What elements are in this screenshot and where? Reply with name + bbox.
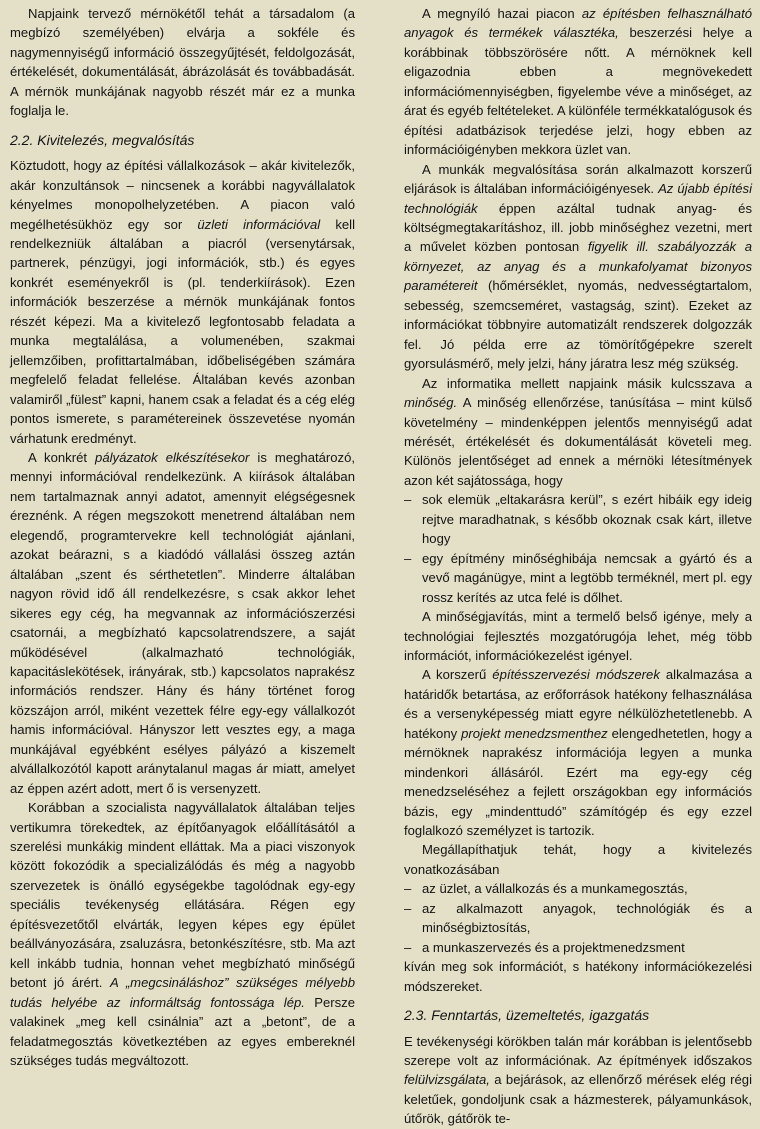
list-item: – sok elemük „eltakarásra kerül”, s ezért hibáik egy ideig rejtve maradhatnak, s később okoznak csak kárt, illetve hogy bbox=[404, 492, 752, 547]
paragraph: Korábban a szocialista nagyvállalatok általában teljes vertikumra törekedtek, az építőanyagok előállításától a szerelési munkákig mindent elláttak. Ma a piaci viszonyok között fokozódik a specializálódás és még a nagyobb szervezetek is önálló egységekbe tagolódnak egy-egy speciális tevékenység ellátására. Régen egy építésvezetőtől elvárták, legyen képes egy épület beállványozására, zsaluzásra, betonkészítésre, stb. Ma azt kell inkább tudnia, honnan vehet megbízható minőségű betont jó árért. A „megcsináláshoz” szükséges mélyebb tudás helyébe az informáltság fontossága lép. Persze valakinek „meg kell csinálnia” azt a „betont”, de a feladatmegosztás következtében az egyes embereknél szükséges tudás megváltozott. bbox=[10, 800, 355, 1069]
emphasis: felülvizsgálata, bbox=[404, 1072, 490, 1088]
paragraph: Köztudott, hogy az építési vállalkozások – akár kivitelezők, akár konzultánsok – nincsenek a korábbi nagyvállalatok kényelmes monopolhelyzetében. A piacon való megélhetésükhöz egy sor üzleti információval kell rendelkezniük általában a piacról (versenytársak, partnerek, pénzügyi, jogi információk, stb.) és egyes konkrét eseményekről is (pl. tenderkiírások). Ezen információk beszerzése a mérnök munkájának fontos részét képezi. Ma a kivitelező legfontosabb feladata a munka megtalálása, a volumenében, szakmai jellemzőiben, profittartalmában, időbeliségében számára megfelelő feladat fellelése. Általában kevés azonban valamiről „fülest” kapni, hanem csak a feladat és a cég elég pontos ismerete, s paramétereinek összevetése nyomán várhatunk eredményt. bbox=[10, 158, 355, 446]
paragraph: Megállapíthatjuk tehát, hogy a kivitelezés vonatkozásában bbox=[404, 842, 752, 877]
emphasis: figyelik ill. szabályozzák a környezet, az anyag és a munkafolyamat bizonyos paramétereit bbox=[404, 239, 753, 294]
paragraph: Az informatika mellett napjaink másik kulcsszava a minőség. A minőség ellenőrzése, tanúsítása – mint külső követelmény – mindenképpen jelentős mennyiségű adat mérését, értékelését és dokumentálását követeli meg. Különös jelentőséget ad ennek a mérnöki létesítmények azon két sajátossága, hogy bbox=[404, 375, 752, 488]
paragraph: A megnyíló hazai piacon az építésben felhasználható anyagok és termékek választéka, beszerzési helye a korábbinak többszörösére nőtt. A mérnöknek kell eligazodnia ebben a megnövekedett információmennyiségben, figyelembe véve a minőséget, az árat és egyéb feltételeket. A különféle termékkatalógusok és építési adatbázisok terjedése jelzi, hogy ebben az információigényben mekkora üzlet van. bbox=[404, 6, 752, 158]
emphasis: az építésben felhasználható anyagok és termékek választéka, bbox=[404, 6, 752, 41]
emphasis: üzleti információval bbox=[197, 216, 321, 232]
left-column bbox=[10, 4, 355, 1070]
list-item: – az alkalmazott anyagok, technológiák és a minőségbiztosítás, bbox=[404, 900, 752, 936]
paragraph bbox=[10, 4, 355, 121]
emphasis: pályázatok elkészítésekor bbox=[95, 449, 250, 465]
paragraph: A konkrét pályázatok elkészítésekor is meghatározó, mennyi információval rendelkezünk. A kiírások általában nem tartalmaznak annyi adatot, amennyit elégségesnek éreznénk. A régen megszokott menetrend általában nem elegendő, programtervekre kell technológiát ajánlani, azokat beárazni, s a kiadódó vállalási összeg aztán általában „szent és sérthetetlen”. Minderre általában nagyon rövid idő áll rendelkezésre, s csak akkor lehet sikeres egy cég, ha megvannak az információszerzési csatornái, a megbízható kapcsolatrendszere, a saját működésével (alkalmazható technológiák, kapacitáslekötések, irányárak, stb.) kapcsolatos naprakész információs rendszer. Hány és hány történet forog közszájon arról, miként vezettek félre egy-egy vállalkozót hamis információval. Hányszor lett vesztes egy, a maga munkájával egyébként esélyes pályázó a kiszemelt alvállalkozótól kapott aránytalanul magas ár miatt, amelyet az éppen azért adott, mert ő is versenyzett. bbox=[10, 449, 355, 796]
emphasis: Az újabb építési technológiák bbox=[404, 181, 753, 216]
right-column bbox=[404, 4, 752, 1129]
section-heading-2-3: 2.3. Fenntartás, üzemeltetés, igazgatás bbox=[404, 1007, 650, 1024]
dash-list bbox=[404, 490, 752, 607]
paragraph: A minőségjavítás, mint a termelő belső igénye, mely a technológiai fejlesztés mozgatórugója lehet, még több információt, információkezelést igényel. bbox=[404, 609, 752, 663]
emphasis: minőség. bbox=[404, 395, 458, 411]
paragraph: kíván meg sok információt, s hatékony információkezelési módszereket. bbox=[404, 959, 752, 994]
section-heading-2-2: 2.2. Kivitelezés, megvalósítás bbox=[10, 131, 195, 148]
emphasis: A „megcsináláshoz” szükséges mélyebb tudás helyébe az informáltság fontossága lép. bbox=[10, 975, 355, 1010]
list-item: – a munkaszervezés és a projektmenedzsment bbox=[404, 939, 685, 955]
paragraph: A korszerű építésszervezési módszerek alkalmazása a határidők betartása, az erőforrások hatékony felhasználása és a versenyképesség miatt egyre nélkülözhetetlenebb. A hatékony projekt menedzsmenthez elengedhetetlen, hogy a mérnöknek naprakész információja legyen a munka mindenkori állásáról. Ezért ma egy-egy cég menedzseléséhez a fejlett országokban egy információs bázis, egy „mindenttudó” számítógép és egy ezzel foglalkozó személyzet is tartozik. bbox=[404, 667, 752, 839]
paragraph: E tevékenységi körökben talán már korábban is jelentősebb szerepe volt az információnak. Az építmények időszakos felülvizsgálata, a bejárások, az ellenőrző mérések elég régi keletűek, gondoljunk csak a házmesterek, pályamunkások, útőrök, gátőrök te- bbox=[404, 1033, 752, 1127]
emphasis: építésszervezési módszerek bbox=[492, 667, 660, 683]
paragraph-text: Napjaink tervező mérnökétől tehát a társadalom (a megbízó személyében) elvárja a sokféle és nagymennyiségű információ összegyűjtését, feldolgozását, értékelését, dokumentálását, ábrázolását és továbbadását. A mérnök munkájának nagyobb részét már ez a munka foglalja le. bbox=[10, 6, 355, 119]
dash-list bbox=[404, 879, 752, 957]
emphasis: projekt menedzsmenthez bbox=[461, 725, 608, 741]
list-item: – egy építmény minőséghibája nemcsak a gyártó és a vevő magánügye, mint a legtöbb terméknél, mert pl. egy rossz kerítés az utca felé is dőlhet. bbox=[404, 550, 752, 605]
paragraph: A munkák megvalósítása során alkalmazott korszerű eljárások is általában információigényesek. Az újabb építési technológiák éppen azáltal tudnak anyag- és költségmegtakarításhoz, ill. jobb minőséghez vezetni, mert a művelet közben pontosan figyelik ill. szabályozzák a környezet, az anyag és a munkafolyamat bizonyos paramétereit (hőmérséklet, nyomás, nedvességtartalom, sebesség, szemcseméret, vastagság, szint). Ezeket az információkat többnyire automatizált rendszerek dolgozzák fel. Jó példa erre az tömörítőgépekre szerelt gyorsulásmérő, mely jelzi, hány járatra lesz még szükség. bbox=[404, 161, 753, 372]
list-item: – az üzlet, a vállalkozás és a munkamegosztás, bbox=[404, 881, 688, 897]
